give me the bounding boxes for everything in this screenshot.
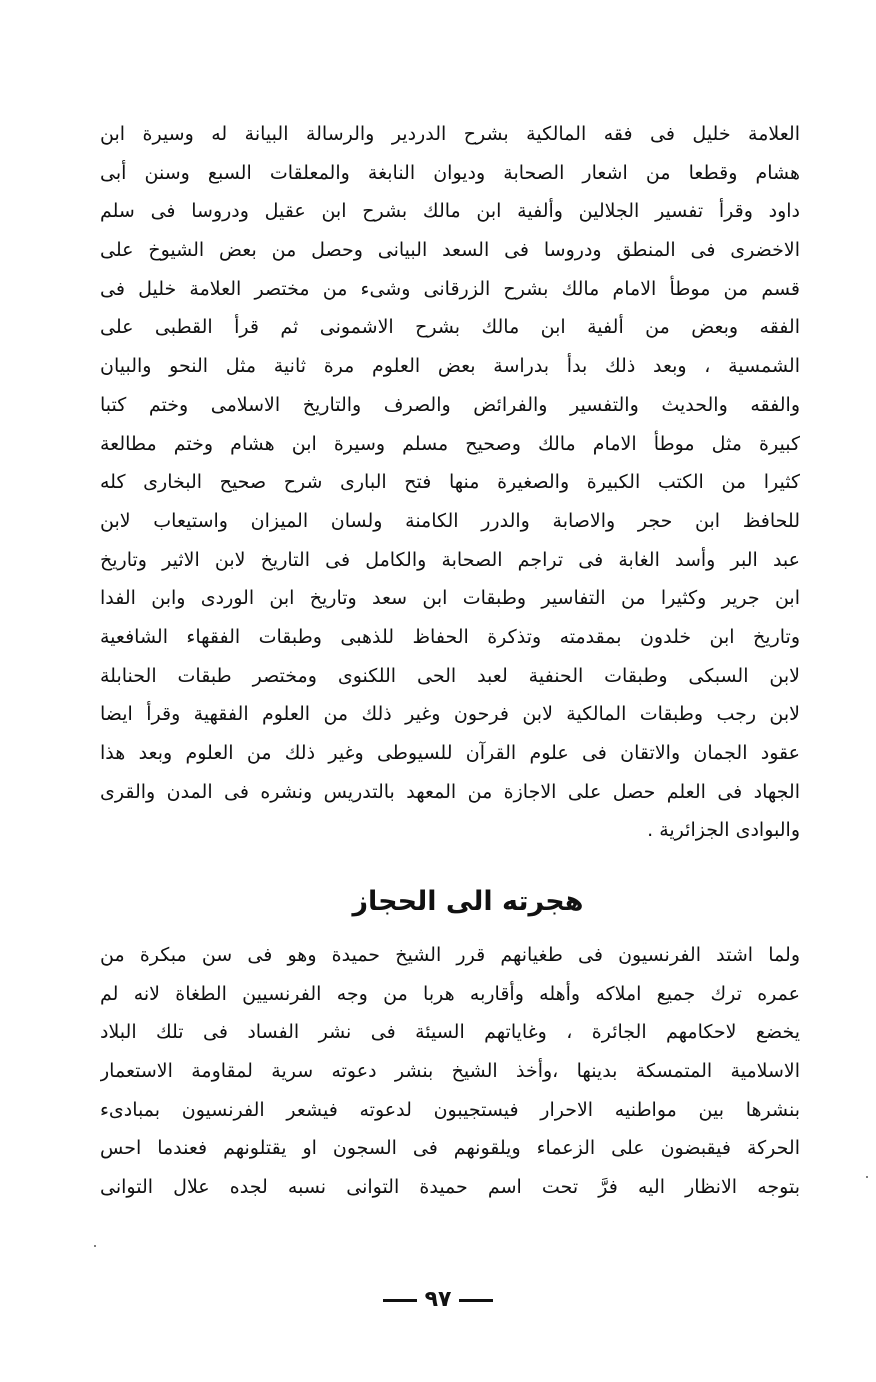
paragraph-1-line: لابن رجب وطبقات المالكية لابن فرحون وغير ذلك من العلوم الفقهية وقرأ ايضا: [100, 703, 800, 726]
section-heading: [0, 880, 876, 924]
paragraph-1-line: داود وقرأ تفسير الجلالين وألفية ابن مالك بشرح ابن عقيل ودروسا فى سلم: [100, 200, 800, 223]
page-number-dash: [383, 1299, 417, 1302]
paragraph-1-line: الفقه وبعض من ألفية ابن مالك بشرح الاشمونى ثم قرأ القطبى على: [100, 316, 800, 339]
paragraph-2-line: الاسلامية المتمسكة بدينها ،وأخذ الشيخ بنشر دعوته سرية لمقاومة الاستعمار: [100, 1060, 800, 1083]
paragraph-1: [100, 115, 800, 850]
page-number: [0, 1282, 876, 1318]
paragraph-2-line: ولما اشتد الفرنسيون فى طغيانهم قرر الشيخ حميدة وهو فى سن مبكرة من: [100, 944, 800, 966]
paragraph-2: [100, 936, 800, 1207]
scan-speck: [866, 1176, 868, 1178]
paragraph-1-line: كثيرا من الكتب الكبيرة والصغيرة منها فتح البارى شرح صحيح البخارى كله: [100, 471, 800, 494]
paragraph-2-line: عمره ترك جميع املاكه وأهله وأقاربه هربا من وجه الفرنسيين الطغاة لانه لم: [100, 982, 800, 1005]
paragraph-1-line: لابن السبكى وطبقات الحنفية لعبد الحى اللكنوى ومختصر طبقات الحنابلة: [100, 664, 800, 687]
paragraph-1-line: كبيرة مثل موطأ الامام مالك وصحيح مسلم وسيرة ابن هشام وختم مطالعة: [100, 432, 800, 455]
paragraph-1-line: هشام وقطعا من اشعار الصحابة وديوان النابغة والمعلقات السبع وسنن أبى: [100, 161, 800, 184]
paragraph-1-line: وتاريخ ابن خلدون بمقدمته وتذكرة الحفاظ للذهبى وطبقات الفقهاء الشافعية: [100, 625, 800, 648]
page-number-dash: [459, 1299, 493, 1302]
paragraph-1-line: الاخضرى فى المنطق ودروسا فى السعد البيانى وحصل من بعض الشيوخ على: [100, 239, 800, 262]
paragraph-1-line: عبد البر وأسد الغابة فى تراجم الصحابة والكامل فى التاريخ لابن الاثير وتاريخ: [100, 548, 800, 571]
paragraph-1-line: ابن جرير وكثيرا من التفاسير وطبقات ابن سعد وتاريخ ابن الوردى وابن الفدا: [100, 587, 800, 610]
paragraph-1-line: للحافظ ابن حجر والاصابة والدرر الكامنة ولسان الميزان واستيعاب لابن: [100, 509, 800, 532]
paragraph-2-line: يخضع لاحكامهم الجائرة ، وغاياتهم السيئة فى نشر الفساد فى تلك البلاد: [100, 1021, 800, 1044]
paragraph-2-line: بنشرها بين مواطنيه الاحرار فيستجيبون لدعوته فيشعر الفرنسيون بمبادىء: [100, 1098, 800, 1121]
scan-speck: [94, 1245, 96, 1247]
paragraph-1-line: الشمسية ، وبعد ذلك بدأ بدراسة بعض العلوم مرة ثانية مثل النحو والبيان: [100, 355, 800, 378]
section-heading-text: هجرته الى الحجاز: [352, 886, 584, 917]
paragraph-1-line: العلامة خليل فى فقه المالكية بشرح الدردير والرسالة البيانة له وسيرة ابن: [100, 123, 800, 145]
paragraph-1-line: قسم من موطأ الامام مالك بشرح الزرقانى وشىء من مختصر العلامة خليل فى: [100, 277, 800, 300]
page-number-text: ٩٧: [424, 1287, 452, 1312]
paragraph-1-line: والبوادى الجزائرية .: [647, 819, 800, 842]
paragraph-2-line: بتوجه الانظار اليه فرَّ تحت اسم حميدة التوانى نسبه لجده علال التوانى: [100, 1176, 800, 1199]
paragraph-2-line: الحركة فيقبضون على الزعماء ويلقونهم فى السجون او يقتلونهم فعندما احس: [100, 1137, 800, 1160]
paragraph-1-line: الجهاد فى العلم حصل على الاجازة من المعهد بالتدريس ونشره فى المدن والقرى: [100, 780, 800, 803]
paragraph-1-line: والفقه والحديث والتفسير والفرائض والصرف والتاريخ الاسلامى وختم كتبا: [100, 393, 800, 416]
paragraph-1-line: عقود الجمان والاتقان فى علوم القرآن للسيوطى وغير ذلك من العلوم وبعد هذا: [100, 742, 800, 764]
